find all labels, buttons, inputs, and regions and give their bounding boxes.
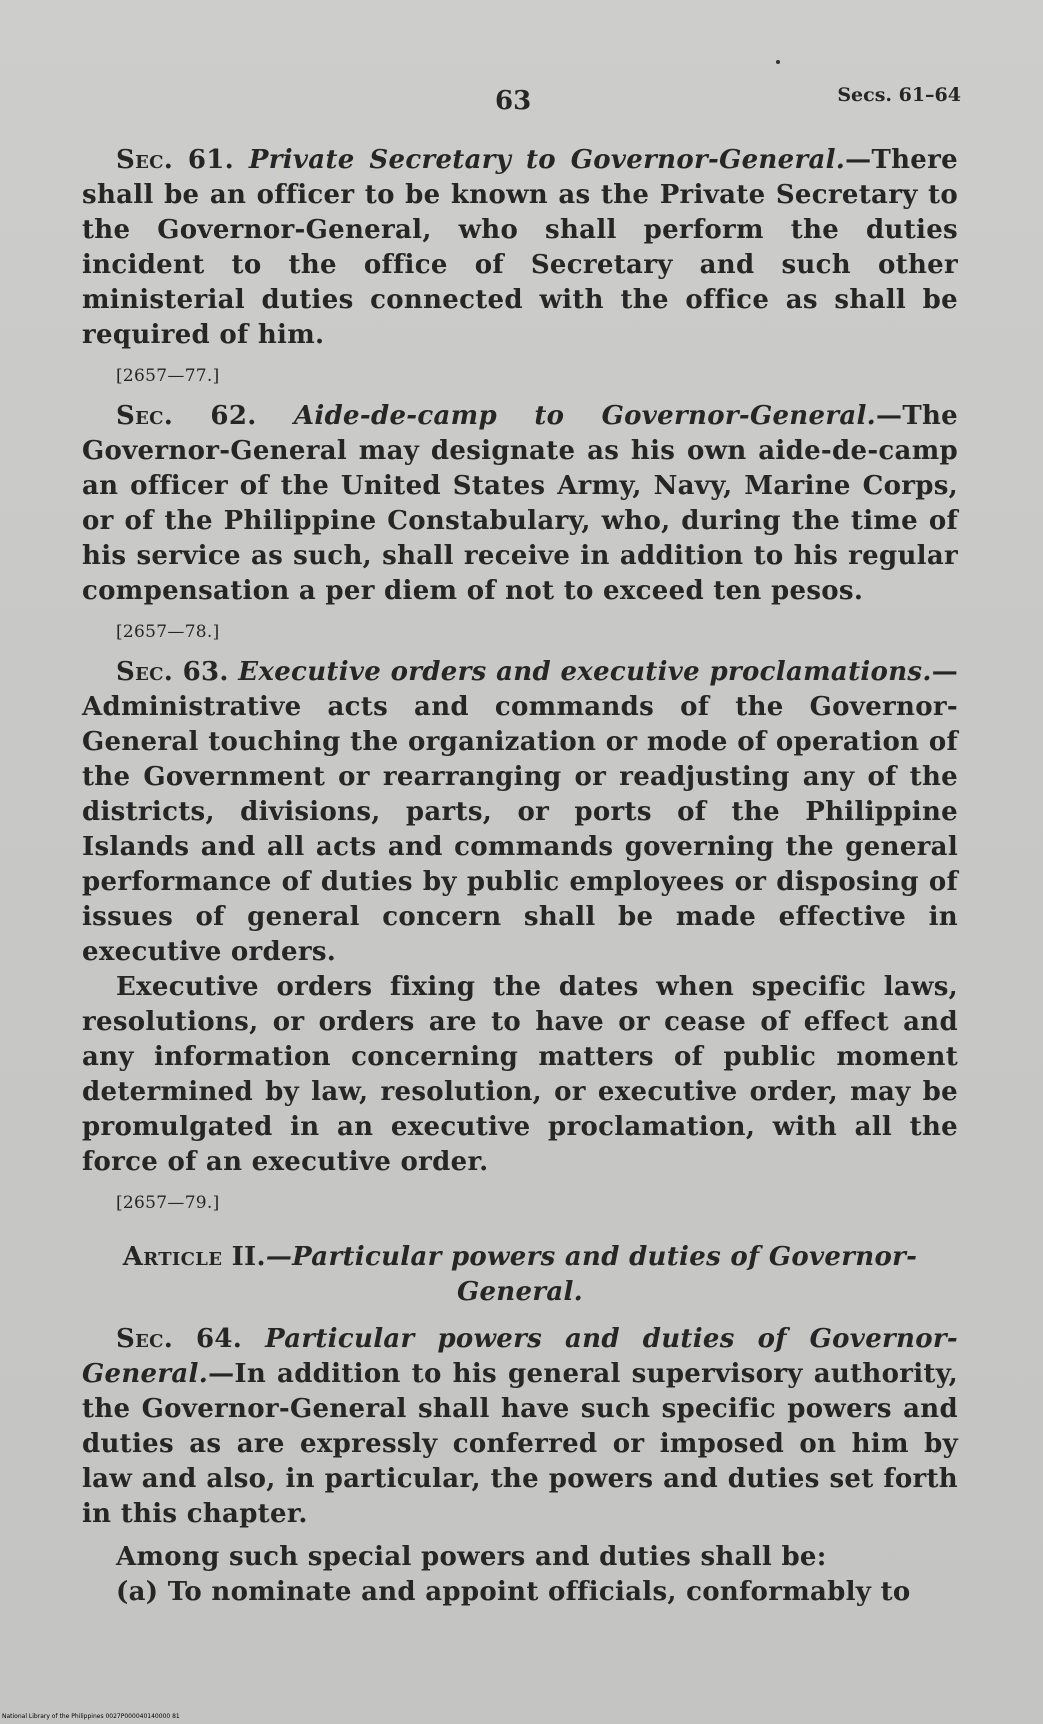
section-heading: Particular powers and duties of Governor-General. <box>82 1324 958 1389</box>
article-title: —Particular powers and duties of Governor-General. <box>265 1242 918 1307</box>
section-label: Sec. 62. <box>116 401 257 431</box>
section-heading: Private Secretary to Governor-General. <box>248 145 846 175</box>
section-64-paragraph-2: Among such special powers and duties shall be: <box>116 1542 827 1572</box>
body-text <box>82 143 958 1610</box>
section-heading: Aide-de-camp to Governor-General. <box>293 401 877 431</box>
section-label: Sec. 64. <box>116 1324 243 1354</box>
page-number: 63 <box>495 86 532 116</box>
section-63 <box>82 655 958 970</box>
section-label: Sec. 63. <box>116 657 229 687</box>
section-heading: Executive orders and executive proclamations. <box>238 657 932 687</box>
spacer <box>82 1532 958 1540</box>
section-label: Sec. 61. <box>116 145 235 175</box>
footer-watermark: National Library of the Philippines 0027P000040140000 81 <box>2 1713 180 1720</box>
citation-62: [2657—78.] <box>116 622 220 642</box>
section-64 <box>82 1322 958 1532</box>
citation-63: [2657—79.] <box>116 1193 220 1213</box>
citation-61: [2657—77.] <box>116 366 220 386</box>
article-label: Article II. <box>122 1242 266 1272</box>
section-64-item-a <box>82 1575 958 1610</box>
section-text: —Administrative acts and commands of the Governor-General touching the organization or mode of operation of the Government or rearranging or readjusting any of the districts, divisions, parts, or ports of the Philippine Islands and all acts and commands governing the general performance of duties by public employees or disposing of issues of general concern shall be made effective in executive orders. <box>82 657 959 967</box>
section-63-paragraph-2: Executive orders fixing the dates when specific laws, resolutions, or orders are to have or cease of effect and any information concerning matters of public moment determined by law, resolution, or executive order, may be promulgated in an executive proclamation, with all the force of an executive order. <box>82 972 958 1177</box>
item-label: (a) <box>116 1577 159 1607</box>
section-text: —In addition to his general supervisory authority, the Governor-General shall have such specific powers and duties as are expressly conferred or imposed on him by law and also, in particular, the powers and duties set forth in this chapter. <box>82 1359 958 1529</box>
print-speck <box>776 60 780 64</box>
section-text: —There shall be an officer to be known as the Private Secretary to the Governor-General, who shall perform the duties incident to the office of Secretary and such other ministerial duties connected with the office as shall be required of him. <box>82 145 958 350</box>
running-head: Secs. 61–64 <box>837 84 961 106</box>
section-61 <box>82 143 958 353</box>
item-text: To nominate and appoint officials, conformably to <box>167 1577 911 1607</box>
section-text: —The Governor-General may designate as his own aide-de-camp an officer of the United States Army, Navy, Marine Corps, or of the Philippine Constabulary, who, during the time of his service as such, shall receive in addition to his regular compensation a per diem of not to exceed ten pesos. <box>82 401 959 606</box>
article-heading <box>82 1240 958 1310</box>
section-62 <box>82 399 958 609</box>
